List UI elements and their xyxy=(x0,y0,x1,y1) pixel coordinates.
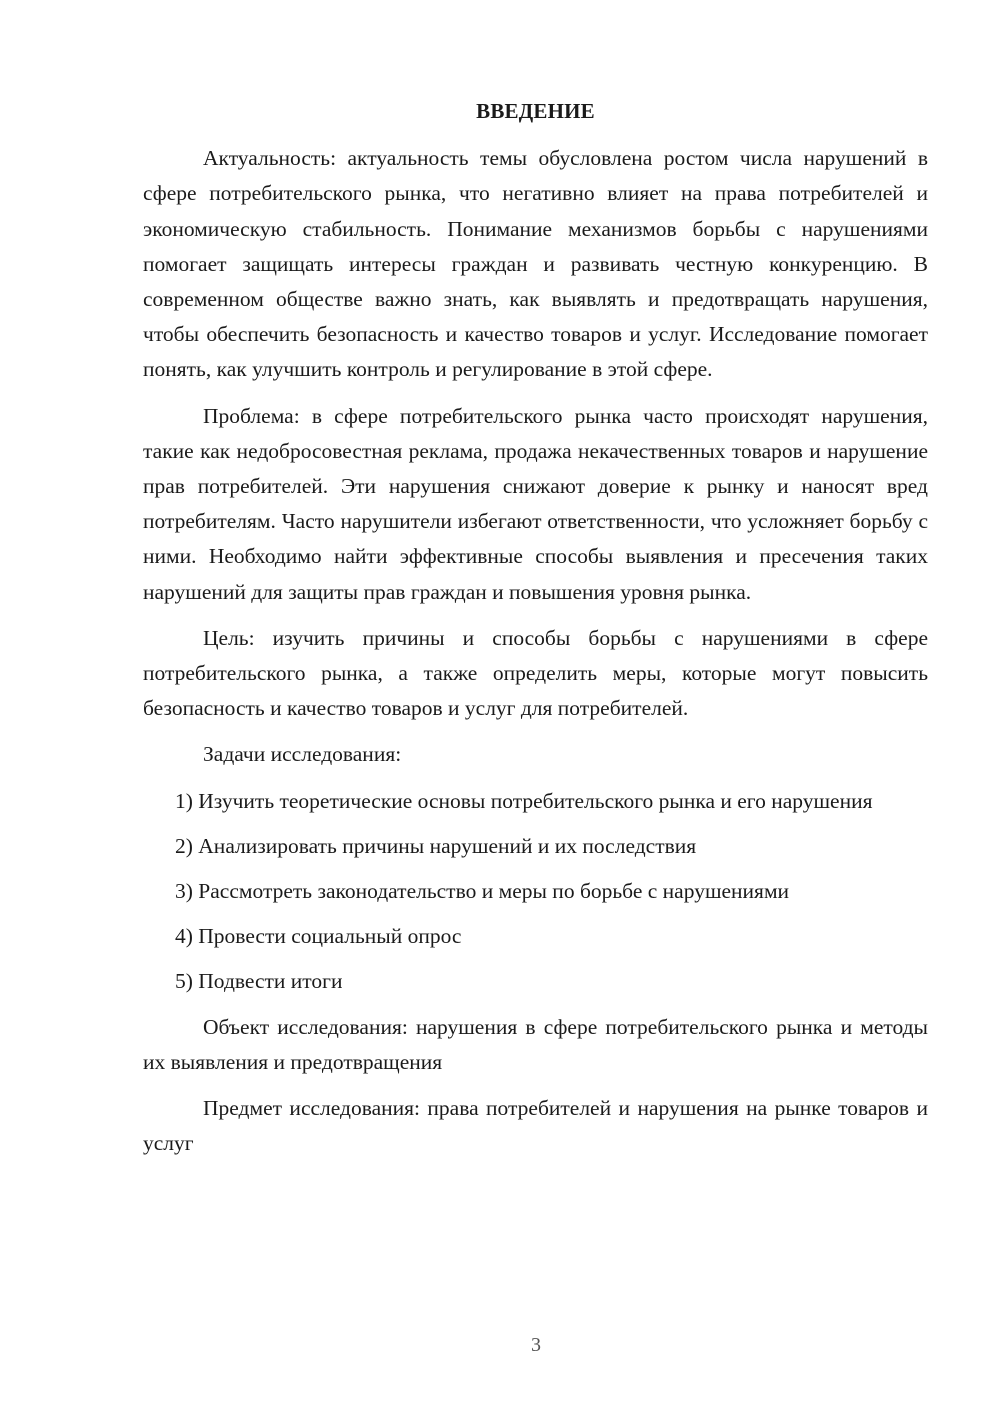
task-item-3: 3) Рассмотреть законодательство и меры по борьбе с нарушениями xyxy=(175,879,790,904)
page-number: 3 xyxy=(531,1334,541,1356)
goal-paragraph: Цель: изучить причины и способы борьбы с нарушениями в сфере потребительского рынка, а также определить меры, которые могут повысить безопасность и качество товаров и услуг для потребителей. xyxy=(143,625,928,721)
relevance-paragraph: Актуальность: актуальность темы обусловлена ростом числа нарушений в сфере потребительского рынка, что негативно влияет на права потребителей и экономическую стабильность. Понимание механизмов борьбы с нарушениями помогает защищать интересы граждан и развивать честную конкуренцию. В современном обществе важно знать, как выявлять и предотвращать нарушения, чтобы обеспечить безопасность и качество товаров и услуг. Исследование помогает понять, как улучшить контроль и регулирование в этой сфере. xyxy=(143,146,928,382)
task-item-5: 5) Подвести итоги xyxy=(175,969,343,994)
tasks-title: Задачи исследования: xyxy=(203,742,402,767)
page-title: ВВЕДЕНИЕ xyxy=(476,99,595,123)
task-item-2: 2) Анализировать причины нарушений и их последствия xyxy=(175,833,697,858)
page-content xyxy=(143,94,928,1172)
subject-paragraph: Предмет исследования: права потребителей и нарушения на рынке товаров и услуг xyxy=(143,1096,928,1156)
object-paragraph: Объект исследования: нарушения в сфере потребительского рынка и методы их выявления и предотвращения xyxy=(143,1014,928,1074)
task-item-4: 4) Провести социальный опрос xyxy=(175,924,462,949)
task-item-1: 1) Изучить теоретические основы потребительского рынка и его нарушения xyxy=(175,788,873,813)
problem-paragraph: Проблема: в сфере потребительского рынка часто происходят нарушения, такие как недобросовестная реклама, продажа некачественных товаров и нарушение прав потребителей. Эти нарушения снижают доверие к рынку и наносят вред потребителям. Часто нарушители избегают ответственности, что усложняет борьбу с ними. Необходимо найти эффективные способы выявления и пресечения таких нарушений для защиты прав граждан и повышения уровня рынка. xyxy=(143,403,928,604)
